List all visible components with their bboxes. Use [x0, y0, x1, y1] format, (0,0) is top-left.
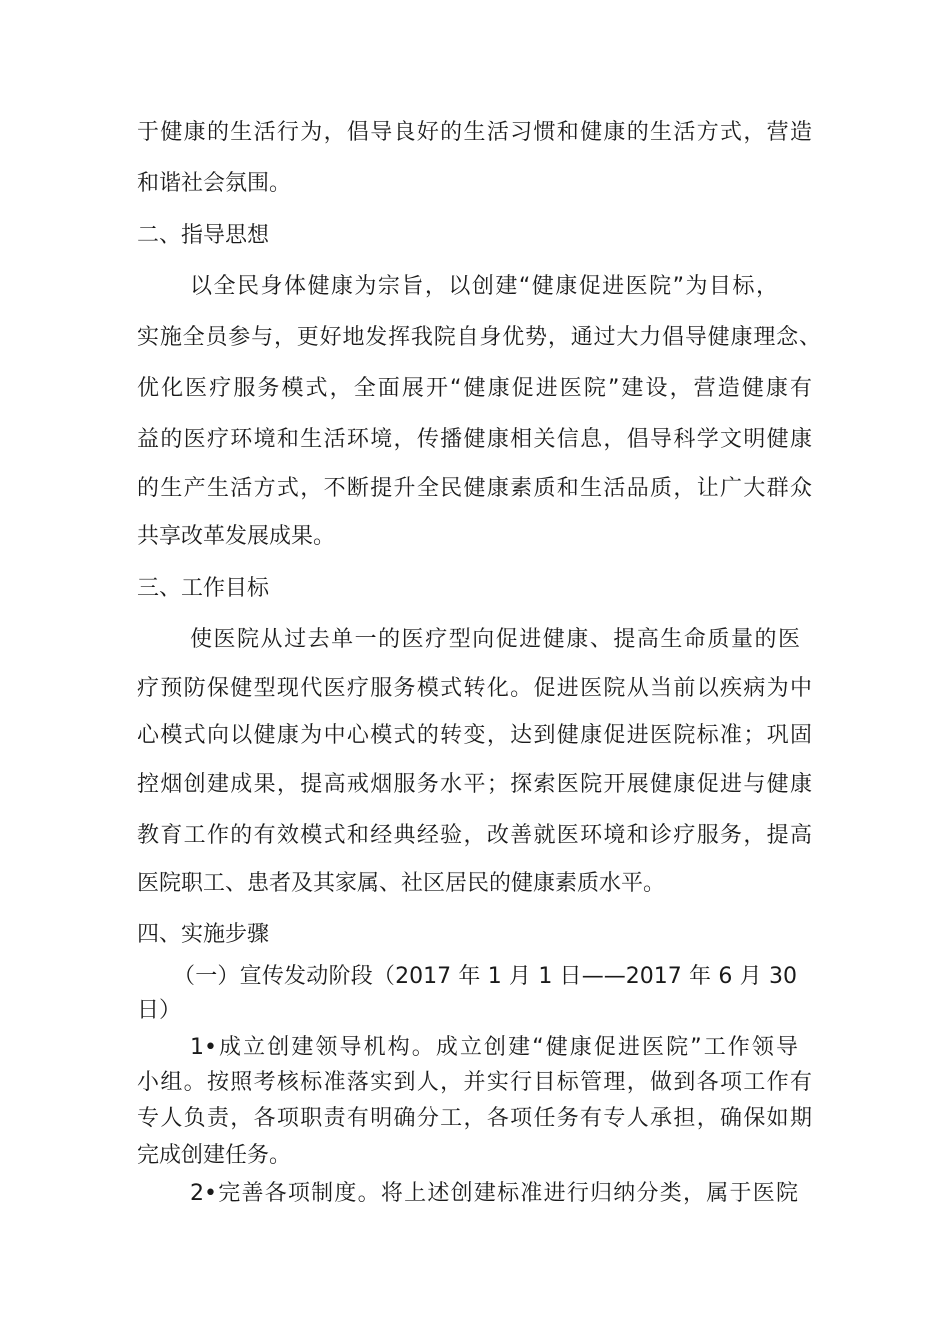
body-line: 益的医疗环境和生活环境，传播健康相关信息，倡导科学文明健康	[137, 427, 812, 452]
body-line: 优化医疗服务模式，全面展开“健康促进医院”建设，营造健康有	[137, 376, 812, 401]
body-line: 教育工作的有效模式和经典经验，改善就医环境和诊疗服务，提高	[137, 823, 812, 848]
body-line: 以全民身体健康为宗旨，以创建“健康促进医院”为目标，	[190, 274, 778, 299]
body-line: 于健康的生活行为，倡导良好的生活习惯和健康的生活方式，营造	[137, 120, 812, 145]
body-line: 疗预防保健型现代医疗服务模式转化。促进医院从当前以疾病为中	[137, 676, 812, 701]
body-line: 共享改革发展成果。	[137, 524, 336, 549]
body-line: 专人负责，各项职责有明确分工，各项任务有专人承担，确保如期	[137, 1106, 812, 1131]
body-line: 日）	[137, 998, 182, 1023]
section-heading: 三、工作目标	[137, 576, 270, 601]
body-line: 医院职工、患者及其家属、社区居民的健康素质水平。	[137, 871, 666, 896]
body-line: 使医院从过去单一的医疗型向促进健康、提高生命质量的医	[190, 627, 800, 652]
body-line: 的生产生活方式，不断提升全民健康素质和生活品质，让广大群众	[137, 476, 812, 501]
body-line: 心模式向以健康为中心模式的转变，达到健康促进医院标准；巩固	[137, 723, 812, 748]
body-line: 实施全员参与，更好地发挥我院自身优势，通过大力倡导健康理念、	[137, 325, 821, 350]
body-line: 完成创建任务。	[137, 1143, 292, 1168]
section-heading: 四、实施步骤	[137, 922, 270, 947]
body-line: 2•完善各项制度。将上述创建标准进行归纳分类，属于医院	[190, 1181, 798, 1206]
body-line: 控烟创建成果，提高戒烟服务水平；探索医院开展健康促进与健康	[137, 772, 812, 797]
subsection-heading: （一）宣传发动阶段（2017 年 1 月 1 日——2017 年 6 月 30	[173, 964, 797, 989]
body-line: 和谐社会氛围。	[137, 171, 292, 196]
section-heading: 二、指导思想	[137, 223, 270, 248]
body-line: 小组。按照考核标准落实到人，并实行目标管理，做到各项工作有	[137, 1070, 812, 1095]
body-line: 1•成立创建领导机构。成立创建“健康促进医院”工作领导	[190, 1035, 798, 1060]
